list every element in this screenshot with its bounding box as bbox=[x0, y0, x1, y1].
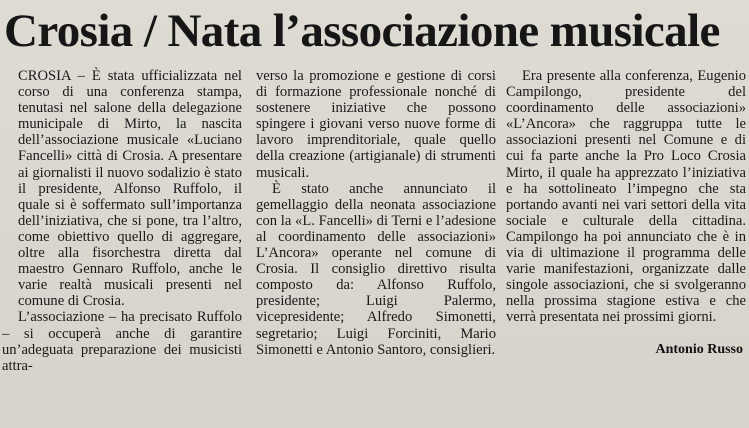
author-byline: Antonio Russo bbox=[655, 342, 743, 357]
paragraph: L’associazione – ha precisato Ruffolo – si occuperà anche di garantire un’adeguata preparazione dei musicisti attra- bbox=[2, 309, 242, 374]
paragraph: verso la promozione e gestione di corsi di formazione professionale nonché di sostenere iniziative che possono spingere i giovani verso nuove forme di lavoro imprenditoriale, quale quello della creazione (artigianale) di strumenti musicali. bbox=[256, 68, 496, 181]
text-column-3 bbox=[506, 68, 746, 326]
text-column-2 bbox=[256, 68, 496, 358]
paragraph: Era presente alla conferenza, Eugenio Campilongo, presidente del coordinamento delle associazioni» «L’Ancora» che raggruppa tutte le associazioni presenti nel Comune e di cui fa parte anche la Pro Loco Crosia Mirto, il quale ha apprezzato l’iniziativa e ha sottolineato l’impegno che sta portando avanti nei vari settori della vita sociale e culturale della cittadina. Campilongo ha poi annunciato che è in via di ultimazione il programma delle varie manifestazioni, organizzate dalle singole associazioni, che si svolgeranno nella prossima stagione estiva e che verrà presentata nei prossimi giorni. bbox=[506, 68, 746, 326]
text-column-1 bbox=[2, 68, 242, 374]
article-headline: Crosia / Nata l’associazione musicale bbox=[4, 5, 720, 57]
paragraph: CROSIA – È stata ufficializzata nel corso di una conferenza stampa, tenutasi nel salone della delegazione municipale di Mirto, la nascita dell’associazione musicale «Luciano Fancelli» città di Crosia. A presentare ai giornalisti il nuovo sodalizio è stato il presidente, Alfonso Ruffolo, il quale si è soffermato sull’importanza dell’iniziativa, che si pone, tra l’altro, come obiettivo quello di aggregare, oltre alla fisorchestra diretta dal maestro Gennaro Ruffolo, anche le varie realtà musicali presenti nel comune di Crosia. bbox=[18, 68, 242, 310]
paragraph: È stato anche annunciato il gemellaggio della neonata associazione con la «L. Fancelli» di Terni e l’adesione al coordinamento delle associazioni» L’Ancora» operante nel comune di Crosia. Il consiglio direttivo risulta composto da: Alfonso Ruffolo, presidente; Luigi Palermo, vicepresidente; Alfredo Simonetti, segretario; Luigi Forciniti, Mario Simonetti e Antonio Santoro, consiglieri. bbox=[256, 180, 496, 358]
article-body bbox=[0, 68, 749, 428]
